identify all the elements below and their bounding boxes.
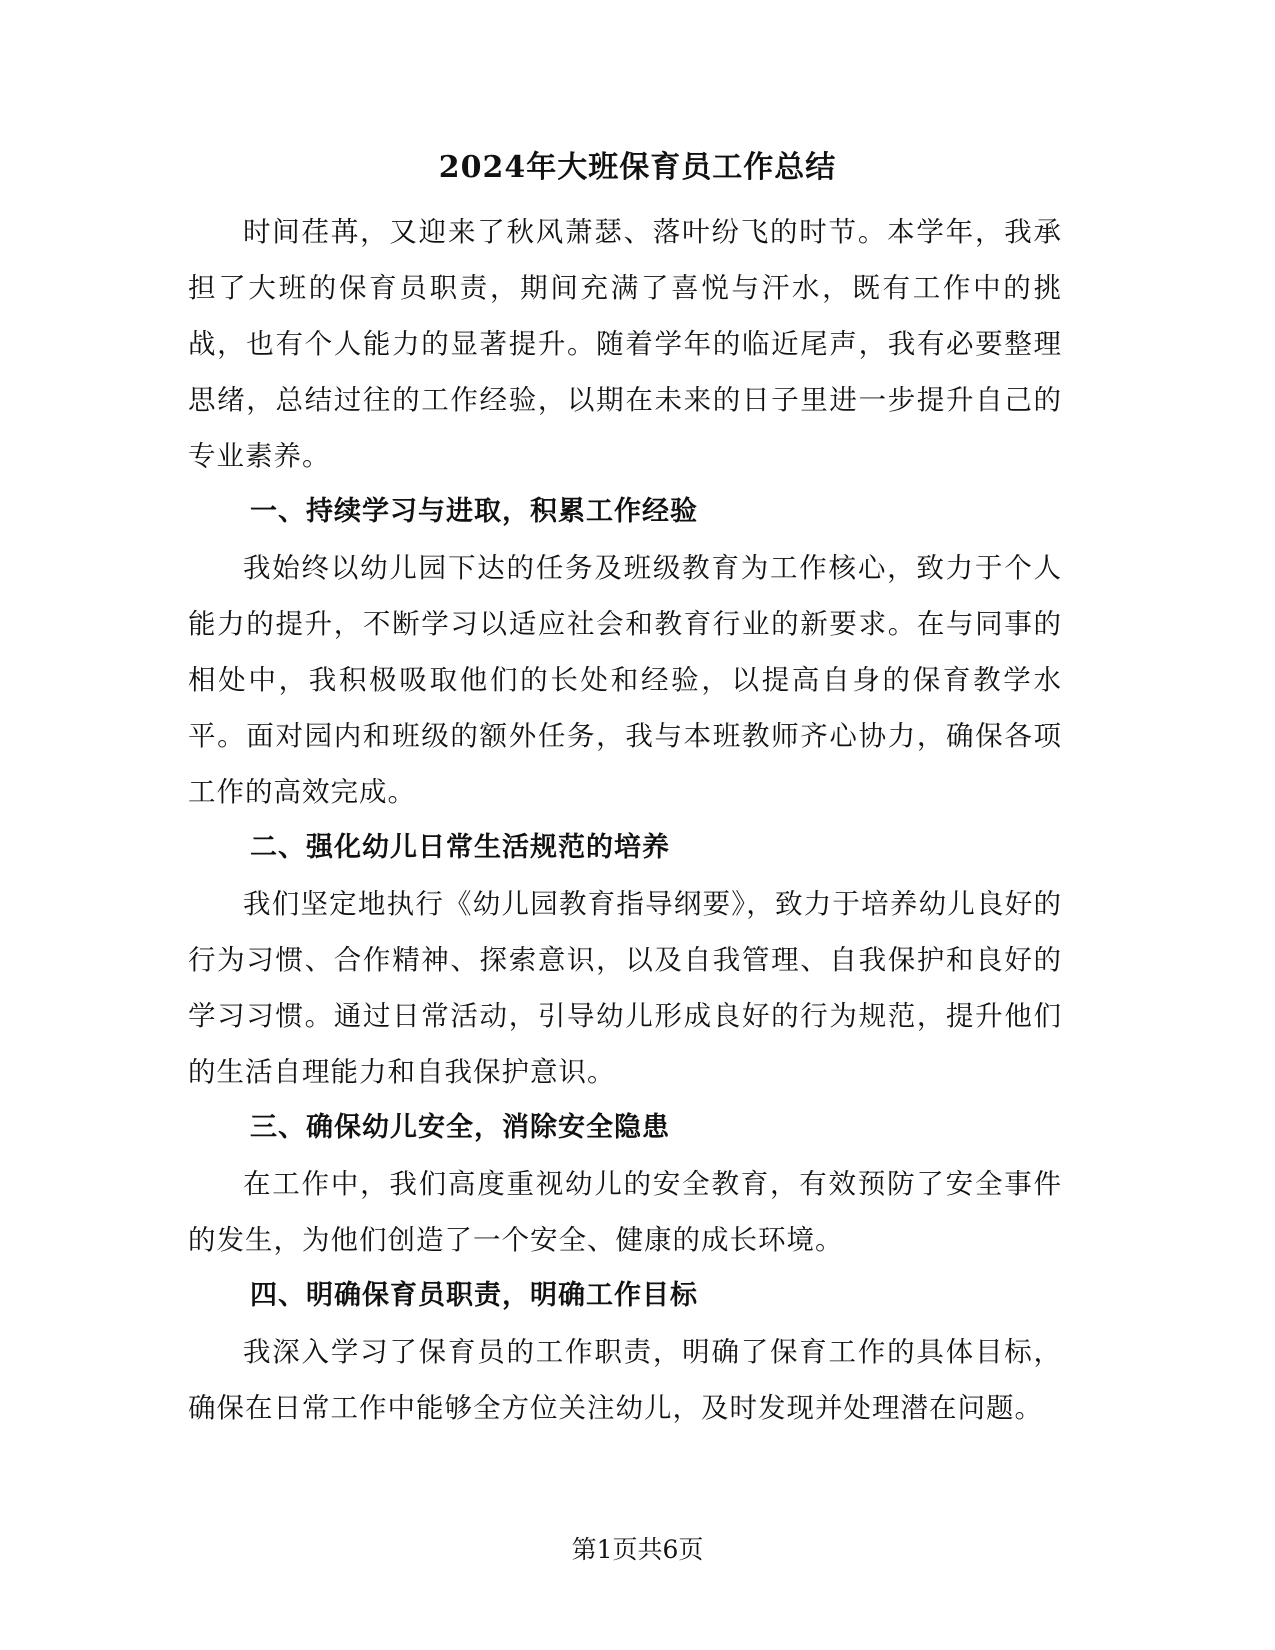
section-3-body: 在工作中，我们高度重视幼儿的安全教育，有效预防了安全事件的发生，为他们创造了一个安全、健康的成长环境。: [188, 1168, 1062, 1256]
section-4-body: 我深入学习了保育员的工作职责，明确了保育工作的具体目标，确保在日常工作中能够全方位关注幼儿，及时发现并处理潜在问题。: [188, 1336, 1062, 1424]
section-2-heading: 二、强化幼儿日常生活规范的培养: [250, 832, 670, 863]
page-number: 第1页共6页: [571, 1535, 704, 1564]
section-2-body: 我们坚定地执行《幼儿园教育指导纲要》，致力于培养幼儿良好的行为习惯、合作精神、探索意识，以及自我管理、自我保护和良好的学习习惯。通过日常活动，引导幼儿形成良好的行为规范，提升他们的生活自理能力和自我保护意识。: [188, 888, 1062, 1088]
section-1-heading: 一、持续学习与进取，积累工作经验: [250, 496, 698, 527]
section-3-heading: 三、确保幼儿安全，消除安全隐患: [250, 1112, 670, 1143]
section-4-heading: 四、明确保育员职责，明确工作目标: [250, 1280, 698, 1311]
document-body: [188, 204, 1062, 1436]
section-1-body: 我始终以幼儿园下达的任务及班级教育为工作核心，致力于个人能力的提升，不断学习以适应社会和教育行业的新要求。在与同事的相处中，我积极吸取他们的长处和经验，以提高自身的保育教学水平。面对园内和班级的额外任务，我与本班教师齐心协力，确保各项工作的高效完成。: [188, 552, 1062, 808]
intro-paragraph: 时间荏苒，又迎来了秋风萧瑟、落叶纷飞的时节。本学年，我承担了大班的保育员职责，期间充满了喜悦与汗水，既有工作中的挑战，也有个人能力的显著提升。随着学年的临近尾声，我有必要整理思绪，总结过往的工作经验，以期在未来的日子里进一步提升自己的专业素养。: [188, 216, 1062, 472]
document-title: 2024年大班保育员工作总结: [438, 150, 837, 185]
